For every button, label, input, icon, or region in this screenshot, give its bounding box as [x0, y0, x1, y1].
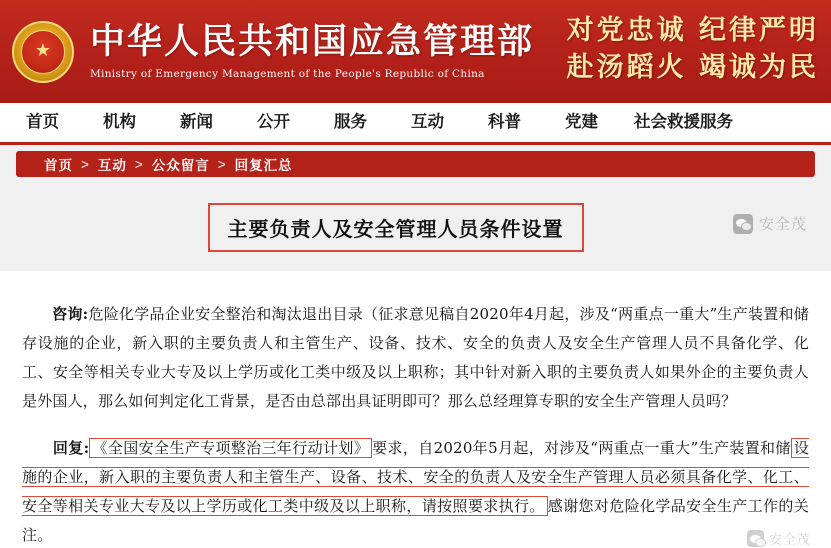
nav-item-social-rescue[interactable]: 社会救援服务 [634, 113, 733, 131]
nav-item-organization[interactable]: 机构 [103, 113, 136, 131]
breadcrumb-item-home[interactable]: 首页 [44, 158, 73, 173]
nav-item-service[interactable]: 服务 [334, 113, 367, 131]
answer-highlight-text: 设施的企业，新入职的主要负责人和主管生产、设备、技术、安全的负责人及安全生产管理人员必须具备化学、化工、安全等相关专业大专及以上学历或化工类中级及以上职称，请按照要求执行。 [22, 439, 810, 515]
question-text: 危险化学品企业安全整治和淘汰退出目录（征求意见稿自2020年4月起，涉及“两重点一重大”生产装置和储存设施的企业，新入职的主要负责人和主管生产、设备、技术、安全的负责人及安全生产管理人员不具备化学、化工、安全等相关专业大专及以上学历或化工类中级及以上职称；其中针对新入职的主要负责人如果外企的主要负责人是外国人，那么如何判定化工背景，是否由总部出具证明即可？那么总经理算专职的安全生产管理人员吗？ [22, 305, 809, 410]
wechat-icon [733, 214, 753, 234]
answer-policy-name: 《全国安全生产专项整治三年行动计划》 [89, 438, 372, 458]
page-title: 主要负责人及安全管理人员条件设置 [208, 203, 584, 252]
emblem-star-icon: ★ [34, 39, 52, 60]
breadcrumb [16, 151, 815, 177]
nav-item-science[interactable]: 科普 [488, 113, 521, 131]
breadcrumb-bar [0, 145, 831, 183]
breadcrumb-separator-3: > [217, 156, 227, 172]
site-title-en: Ministry of Emergency Management of the People's Republic of China [90, 68, 485, 81]
question-paragraph [22, 300, 809, 416]
document-title-area [0, 183, 831, 271]
main-navigation [0, 103, 831, 145]
breadcrumb-separator-1: > [81, 156, 90, 172]
answer-tail-text: 感谢您对危险化学品安全生产工作的关注。 [22, 497, 809, 544]
slogan-line-1: 对党忠诚 纪律严明 [566, 15, 819, 46]
nav-item-open[interactable]: 公开 [257, 113, 290, 131]
nav-item-news[interactable]: 新闻 [180, 113, 213, 131]
site-title-block [90, 20, 535, 81]
header-slogan [567, 12, 819, 87]
wechat-icon [747, 530, 764, 547]
nav-item-interaction[interactable]: 互动 [411, 113, 444, 131]
national-emblem-icon [12, 21, 74, 83]
slogan-line-2: 赴汤蹈火 竭诚为民 [566, 52, 819, 84]
watermark-label-bottom: 安全茂 [768, 533, 811, 548]
nav-item-party[interactable]: 党建 [565, 113, 598, 131]
site-title-cn: 中华人民共和国应急管理部 [90, 20, 535, 62]
answer-text-part2: 要求，自2020年5月起，对涉及“两重点一重大”生产装置和储 [372, 439, 791, 457]
breadcrumb-item-public-message[interactable]: 公众留言 [151, 158, 210, 173]
watermark-bottom [747, 529, 811, 548]
answer-paragraph [22, 434, 809, 548]
watermark-top [733, 213, 807, 234]
breadcrumb-item-reply-summary[interactable]: 回复汇总 [234, 158, 293, 173]
nav-item-home[interactable]: 首页 [26, 113, 59, 131]
answer-label: 回复: [52, 439, 90, 457]
breadcrumb-separator-2: > [134, 156, 144, 172]
emblem-inner [21, 30, 65, 74]
breadcrumb-item-interaction[interactable]: 互动 [97, 158, 127, 173]
watermark-label: 安全茂 [758, 215, 807, 233]
site-header [0, 0, 831, 103]
question-label: 咨询: [52, 305, 89, 323]
document-body [0, 271, 831, 548]
